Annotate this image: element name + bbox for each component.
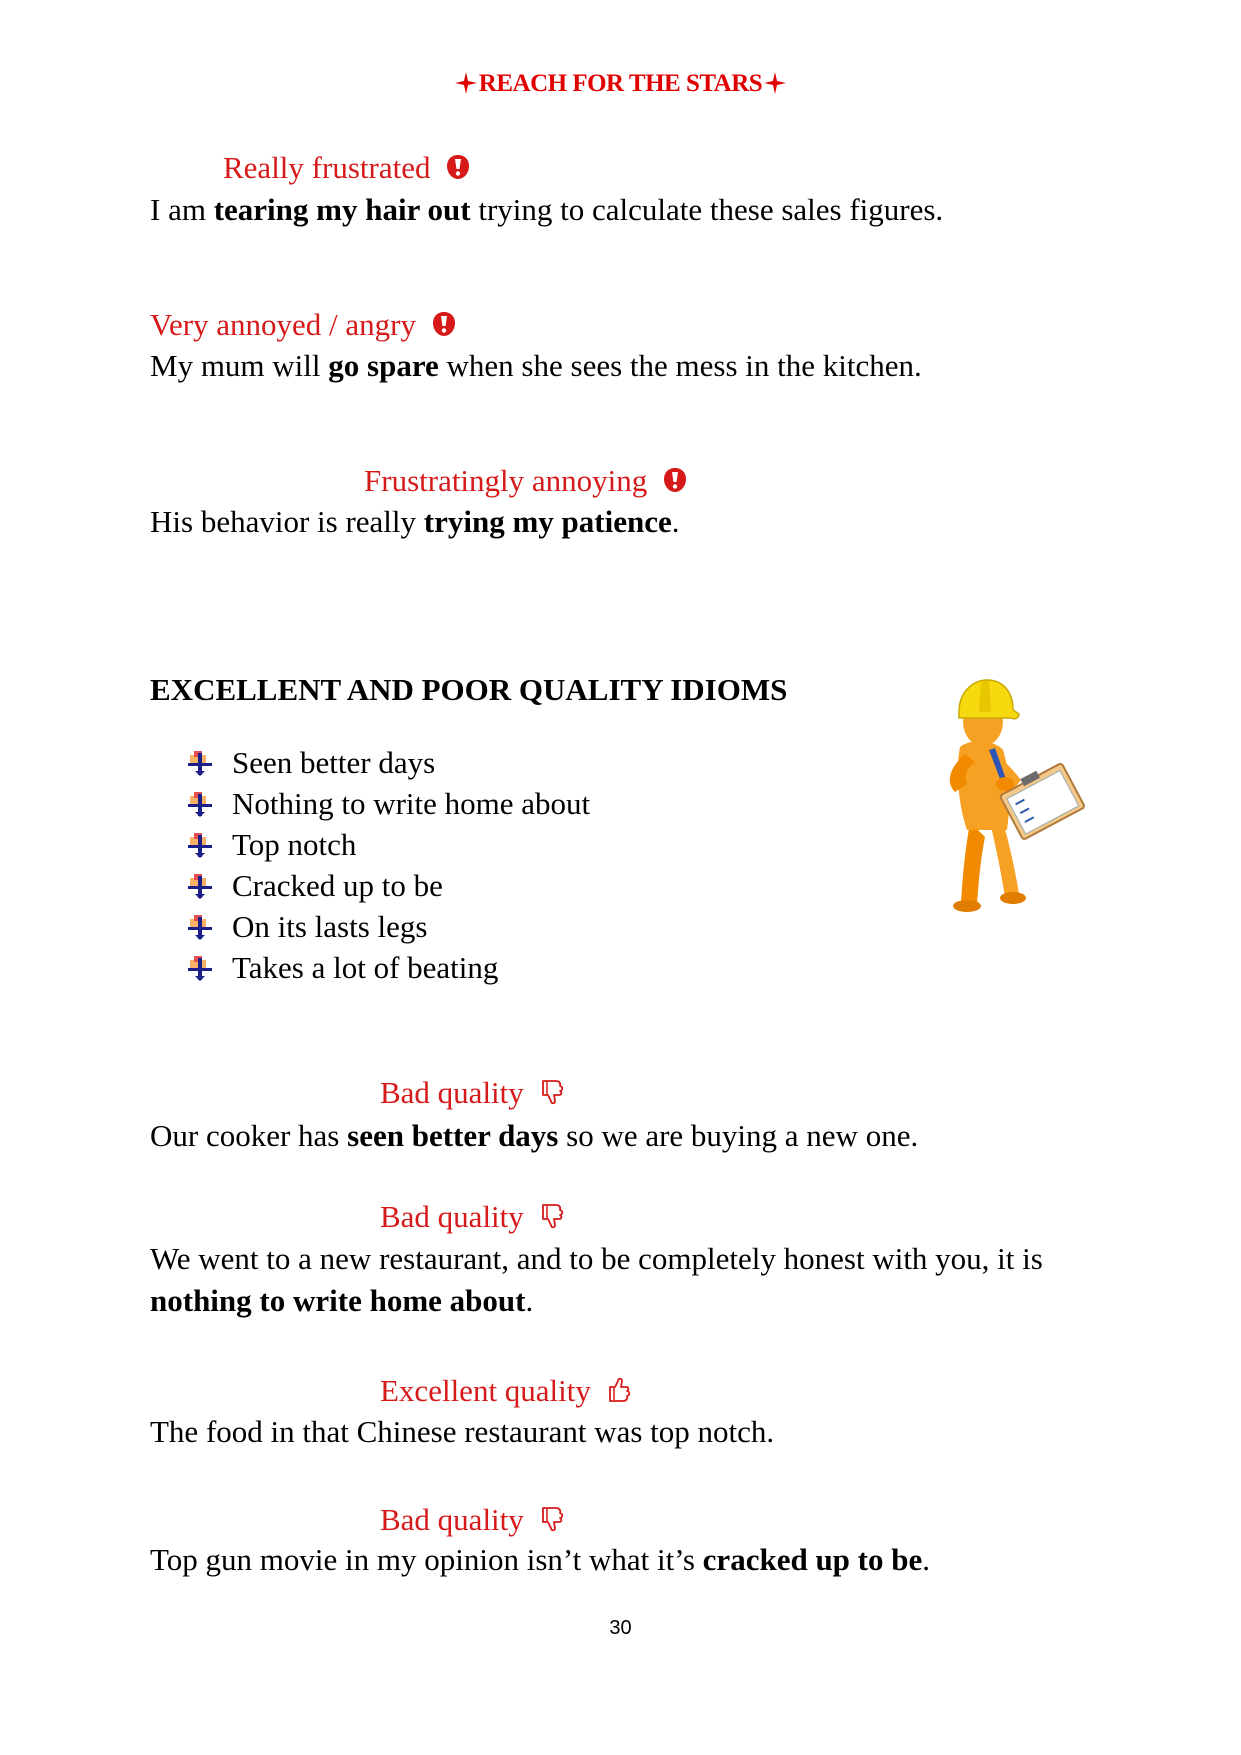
thumbs-down-icon <box>540 1079 564 1105</box>
list-item: Nothing to write home about <box>186 783 590 824</box>
example-sentence: The food in that Chinese restaurant was top notch. <box>150 1414 775 1449</box>
list-item: Top notch <box>186 824 590 865</box>
idiom-label: Bad quality <box>380 1199 564 1235</box>
example-sentence: I am tearing my hair out trying to calculate these sales figures. <box>150 192 944 227</box>
arrow-bullet-icon <box>186 872 214 900</box>
worker-with-clipboard-figure <box>915 672 1085 922</box>
header-title: REACH FOR THE STARS <box>478 70 763 97</box>
warning-drop-icon <box>446 154 470 180</box>
list-item: On its lasts legs <box>186 906 590 947</box>
idiom-label: Excellent quality <box>380 1373 631 1409</box>
list-item: Takes a lot of beating <box>186 947 590 988</box>
page-header <box>0 70 1241 98</box>
arrow-bullet-icon <box>186 913 214 941</box>
idiom-label: Really frustrated <box>223 150 470 186</box>
warning-drop-icon <box>432 311 456 337</box>
example-sentence: We went to a new restaurant, and to be completely honest with you, it is nothing to write home about. <box>150 1241 1043 1318</box>
page-number: 30 <box>609 1617 632 1639</box>
arrow-bullet-icon <box>186 954 214 982</box>
arrow-bullet-icon <box>186 790 214 818</box>
idiom-label: Frustratingly annoying <box>364 463 687 499</box>
example-sentence: My mum will go spare when she sees the mess in the kitchen. <box>150 348 922 383</box>
star-icon <box>455 72 477 94</box>
list-item: Cracked up to be <box>186 865 590 906</box>
arrow-bullet-icon <box>186 831 214 859</box>
section-heading: EXCELLENT AND POOR QUALITY IDIOMS <box>150 672 788 707</box>
idiom-label: Bad quality <box>380 1502 564 1538</box>
thumbs-up-icon <box>607 1377 631 1403</box>
warning-drop-icon <box>663 467 687 493</box>
thumbs-down-icon <box>540 1203 564 1229</box>
star-icon <box>764 72 786 94</box>
idiom-list <box>186 742 590 988</box>
idiom-label: Bad quality <box>380 1075 564 1111</box>
arrow-bullet-icon <box>186 749 214 777</box>
example-sentence: His behavior is really trying my patience. <box>150 504 680 539</box>
example-sentence: Top gun movie in my opinion isn’t what it’s cracked up to be. <box>150 1542 930 1577</box>
example-sentence: Our cooker has seen better days so we are buying a new one. <box>150 1118 919 1153</box>
thumbs-down-icon <box>540 1506 564 1532</box>
list-item: Seen better days <box>186 742 590 783</box>
idiom-label: Very annoyed / angry <box>150 307 456 343</box>
